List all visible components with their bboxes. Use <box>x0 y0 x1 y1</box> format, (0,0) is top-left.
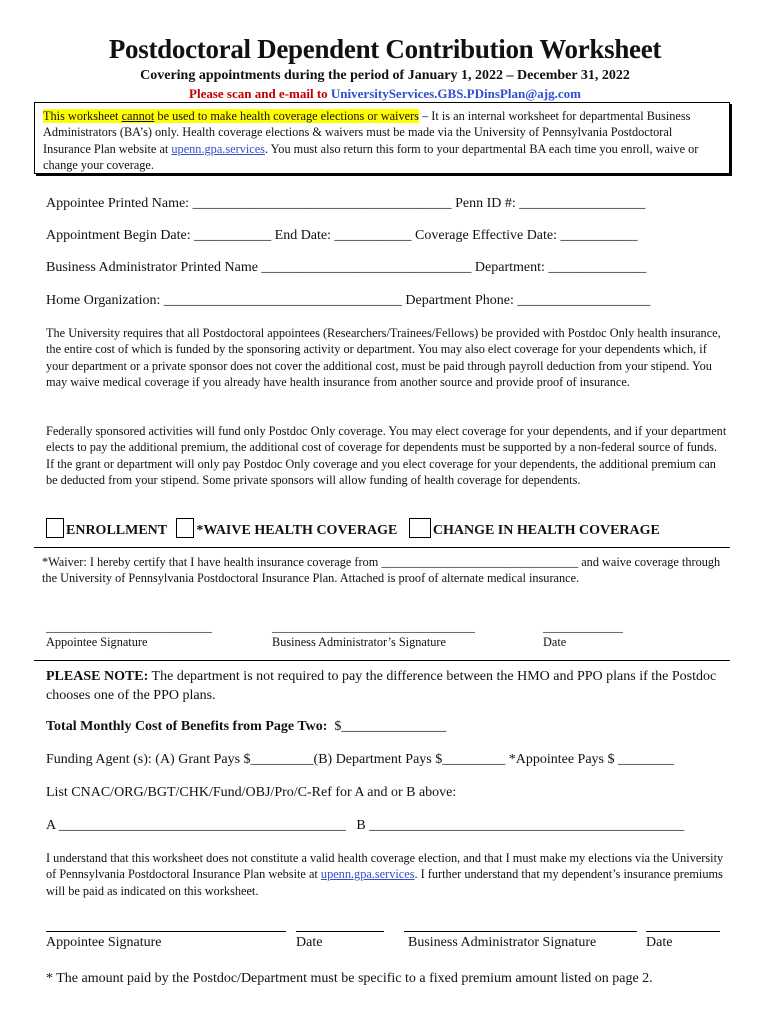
notice-cannot: cannot <box>121 109 155 123</box>
ba-date-label: Date <box>646 935 673 950</box>
email-address: UniversityServices.GBS.PDinsPlan@ajg.com <box>330 86 581 101</box>
please-note <box>46 667 736 705</box>
ba-signature-label: Business Administrator Signature <box>408 935 597 950</box>
notice-website-link[interactable]: upenn.gpa.services <box>171 141 265 156</box>
waiver-date-line[interactable]: _____________ <box>543 620 623 634</box>
coverage-options <box>46 518 660 539</box>
note-text: The department is not required to pay the difference between the HMO and PPO plans if the Postdoc chooses one of the PPO plans. <box>46 669 717 703</box>
waiver-date-label: Date <box>543 635 567 649</box>
acknowledgement-paragraph <box>46 850 728 899</box>
notice-highlight <box>43 109 419 123</box>
coverage-period: Covering appointments during the period of January 1, 2022 – December 31, 2022 <box>140 68 630 83</box>
home-org-row[interactable]: Home Organization: __________________________________ Department Phone: ___________________ <box>46 293 651 308</box>
enrollment-checkbox[interactable] <box>46 518 64 538</box>
notice-highlight-post: be used to make health coverage elections or waivers <box>154 109 419 123</box>
email-instruction <box>0 86 770 102</box>
waiver-appointee-sig-label: Appointee Signature <box>46 635 148 649</box>
ba-signature-line[interactable] <box>404 931 637 932</box>
appointment-dates-row[interactable]: Appointment Begin Date: ___________ End Date: ___________ Coverage Effective Date: ___________ <box>46 228 638 243</box>
ba-date-line[interactable] <box>646 931 720 932</box>
waiver-appointee-sig-line[interactable]: ___________________________ <box>46 620 213 634</box>
business-admin-row[interactable]: Business Administrator Printed Name ______________________________ Department: ______________ <box>46 260 647 275</box>
waiver-text: *Waiver: I hereby certify that I have health insurance coverage from ________________________________ and waive coverage through the University of Pennsylvania Postdoctoral Insurance Plan. Attached is proof of alternate medical insurance. <box>42 555 721 586</box>
change-checkbox[interactable] <box>409 518 431 538</box>
enrollment-label: ENROLLMENT <box>66 523 167 538</box>
notice-text-2: . You must also return this form to your departmental BA each time you enroll, waive or change your coverage. <box>43 141 699 173</box>
footnote: * The amount paid by the Postdoc/Department must be specific to a fixed premium amount listed on page 2. <box>46 971 653 986</box>
federal-paragraph: Federally sponsored activities will fund only Postdoc Only coverage. You may elect coverage for your dependents, and if your department elects to pay the additional premium, the additional cost of coverage for dependents must be supported by a non-federal source of funds. If the grant or department will only pay Postdoc Only coverage and you elect coverage for your dependents, the additional premium can be deducted from your stipend. Some private sponsors will allow funding of health coverage for dependents. <box>46 424 727 488</box>
note-label: PLEASE NOTE: <box>46 669 149 684</box>
requirement-paragraph: The University requires that all Postdoctoral appointees (Researchers/Trainees/Fellows) be provided with Postdoc Only health insurance, the entire cost of which is funded by the sponsoring activity or department. You may also elect coverage for your dependents which, if your department or a private sponsor does not cover the additional cost, must be paid through payroll deduction from your stipend. You may waive medical coverage if you already have health insurance from another source and provide proof of insurance. <box>46 326 721 390</box>
appointee-date-line[interactable] <box>296 931 384 932</box>
waive-checkbox[interactable] <box>176 518 194 538</box>
waiver-ba-sig-label: Business Administrator’s Signature <box>272 635 446 649</box>
notice-highlight-pre: This worksheet <box>43 109 122 123</box>
waive-label: *WAIVE HEALTH COVERAGE <box>196 523 398 538</box>
ack-text-2: . I further understand that my dependent’s insurance premiums will be paid as indicated on this worksheet. <box>46 867 723 898</box>
appointee-signature-line[interactable] <box>46 931 286 932</box>
appointee-date-label: Date <box>296 935 323 950</box>
account-lines-row[interactable]: A _________________________________________ B _____________________________________________ <box>46 818 685 833</box>
change-label: CHANGE IN HEALTH COVERAGE <box>432 523 660 538</box>
notice-box <box>34 102 730 174</box>
email-prefix: Please scan and e-mail to <box>189 86 331 101</box>
page-title: Postdoctoral Dependent Contribution Worksheet <box>108 34 662 64</box>
total-cost-field[interactable]: $_______________ <box>327 719 447 734</box>
account-list-label: List CNAC/ORG/BGT/CHK/Fund/OBJ/Pro/C-Ref for A and or B above: <box>46 785 457 800</box>
funding-agent-row[interactable]: Funding Agent (s): (A) Grant Pays $_________(B) Department Pays $_________ *Appointee Pays $ ________ <box>46 752 674 767</box>
appointee-name-row[interactable]: Appointee Printed Name: _____________________________________ Penn ID #: __________________ <box>46 196 646 211</box>
waiver-ba-sig-line[interactable]: _________________________________ <box>272 620 475 634</box>
ack-text-1: I understand that this worksheet does not constitute a valid health coverage election, and that I must make my elections via the University of Pennsylvania Postdoctoral Insurance Plan website at <box>46 851 724 882</box>
appointee-signature-label: Appointee Signature <box>46 935 162 950</box>
total-cost-label: Total Monthly Cost of Benefits from Page Two: <box>46 719 328 734</box>
total-monthly-cost[interactable] <box>46 719 446 735</box>
notice-text-1: – It is an internal worksheet for departmental Business Administrators (BA’s) only. Health coverage elections & waivers must be made via the University of Pennsylvania Postdoctoral Insurance Plan website at <box>43 109 691 156</box>
ack-website-link[interactable]: upenn.gpa.services <box>320 867 415 882</box>
